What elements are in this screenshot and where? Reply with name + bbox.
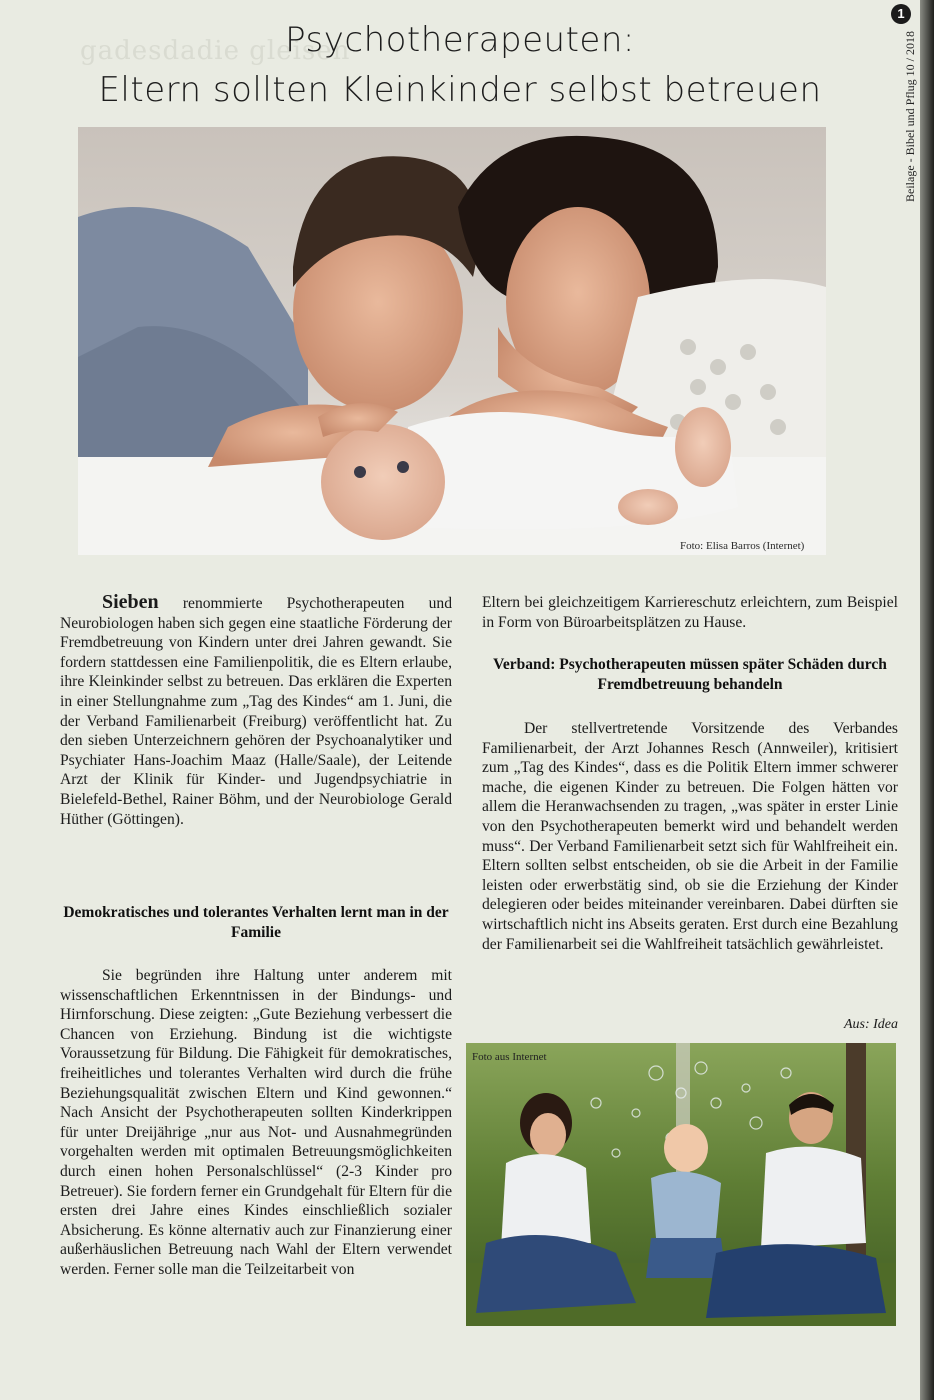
right-column-body: [482, 719, 898, 954]
intro-lead-word: Sieben: [102, 591, 159, 613]
intro-paragraph: [60, 593, 452, 829]
photo1-caption: Foto: Elisa Barros (Internet): [680, 540, 805, 552]
right-column-intro: [482, 593, 898, 632]
photo2-caption: Foto aus Internet: [472, 1051, 547, 1063]
side-label: [903, 31, 934, 202]
headline-line-1: Psychotherapeuten:: [285, 20, 635, 60]
subheading-right: Verband: Psychotherapeuten müssen später Schäden durch Fremdbetreuung behandeln: [493, 656, 887, 693]
left-body-paragraph: Sie begründen ihre Haltung unter anderem mit wissenschaftlichen Erkenntnissen in der Bindungs- und Hirnforschung. Diese zeigten: „Gute Beziehung verbessert die Chancen von Erziehung. Bindung ist die wichtigste Voraussetzung für Bildung. Die Fähigkeit für demokratisches, freiheitliches und tolerantes Verhalten wird durch die frühe Beziehungsqualität zwischen Eltern und Kind gewonnen.“ Nach Ansicht der Psychotherapeuten sollten Kinderkrippen für unter Dreijährige „nur aus Not- und Ausnahmegründen vorgehalten werden mit optimalen Betreuungsmöglichkeiten durch einen hohen Personalschlüssel“ (2-3 Kinder pro Betreuer). Sie fordern ferner ein Grundgehalt für Eltern für die ersten drei Jahre eines Kindes einschließlich sozialer Absicherung. Es könne alternativ auch zur Finanzierung einer außerhäuslichen Betreuung nach Wahl der Eltern verwendet werden. Ferner solle man die Teilzeitarbeit von: [60, 967, 452, 1278]
right-body-paragraph: Der stellvertretende Vorsitzende des Verbandes Familienarbeit, der Arzt Johannes Resch (Annweiler), kritisiert zum „Tag des Kindes“, dass es die Politik Eltern immer schwerer mache, die eigenen Kinder zu betreuen. Die Folgen hätten vor allem die Heranwachsenden zu tragen, „was später in erster Linie von den Psychotherapeuten bemerkt wird und behandelt werden muss“. Der Verband Familienarbeit setzt sich für Wahlfreiheit ein. Eltern sollten selbst entscheiden, ob sie die Arbeit in der Familie leisten oder erwerbstätig sind, ob sie die Erziehung der Kinder delegieren oder beides miteinander vereinbaren. Dabei dürften sie wirtschaftlich nicht ins Abseits geraten. Erst durch eine Bezahlung der Familienarbeit sei die Wahlfreiheit tatsächlich gewährleistet.: [482, 720, 898, 953]
right-intro-paragraph: Eltern bei gleichzeitigem Karriereschutz erleichtern, zum Beispiel in Form von Büroarbeitsplätzen zu Hause.: [482, 594, 898, 631]
left-column-intro: [60, 593, 452, 829]
side-label-text: Beilage - Bibel und Pflug 10 / 2018: [903, 31, 917, 202]
source-attribution: Aus: Idea: [843, 1017, 898, 1032]
page-edge-shadow: [920, 0, 934, 1400]
bleed-through-text: gadesdadie gleisen: [80, 36, 351, 66]
left-column-body: [60, 966, 452, 1280]
page-number-badge: 1: [891, 4, 911, 24]
second-photo-family-in-park: [466, 1043, 896, 1326]
main-photo-family-with-baby: [78, 127, 826, 555]
subheading-left: Demokratisches und tolerantes Verhalten lernt man in der Familie: [63, 904, 449, 941]
intro-text: renommierte Psychotherapeuten und Neurobiologen haben sich gegen eine staatliche Förderung der Fremdbetreuung von Kindern unter drei Jahren gewandt. Sie fordern stattdessen eine Familienpolitik, die es Eltern erlaube, ihre Kleinkinder selbst zu betreuen. Das erklären die Experten in einer Stellungnahme zum „Tag des Kindes“ am 1. Juni, die der Verband Familienarbeit (Freiburg) veröffentlicht hat. Zu den sieben Unterzeichnern gehören der Psychoanalytiker und Psychiater Hans-Joachim Maaz (Halle/Saale), der Leitende Arzt der Klinik für Kinder- und Jugendpsychiatrie in Bielefeld-Bethel, Rainer Böhm, und der Neurobiologe Gerald Hüther (Göttingen).: [60, 595, 452, 828]
headline-line-2: Eltern sollten Kleinkinder selbst betreuen: [98, 70, 822, 110]
